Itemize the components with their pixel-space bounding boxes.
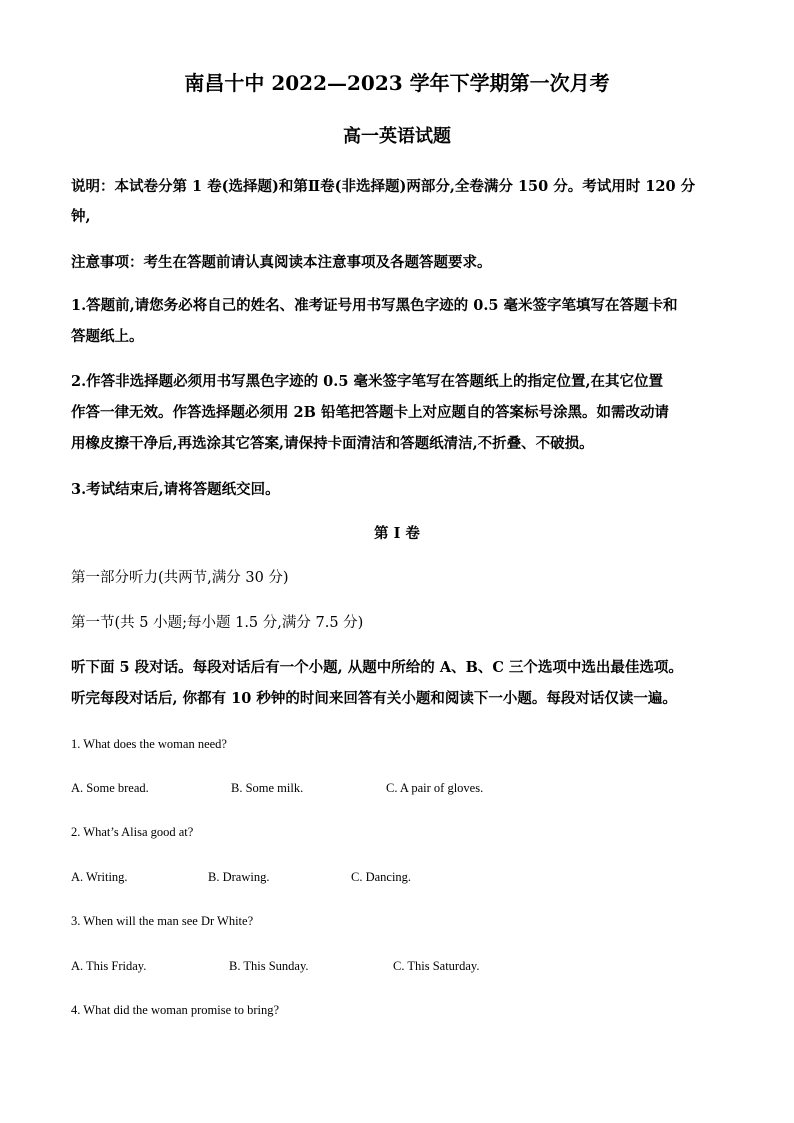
- question-4-stem: 4. What did the woman promise to bring?: [71, 1003, 280, 1017]
- directions-line-2: 听完每段对话后, 你都有 10 秒钟的时间来回答有关小题和阅读下一小题。每段对话仅读一遍。: [71, 690, 677, 707]
- item2-line-1: 2.作答非选择题必须用书写黑色字迹的 0.5 毫米签字笔写在答题纸上的指定位置,在其它位置: [71, 373, 664, 390]
- intro-line-2: 钟,: [71, 208, 91, 225]
- item2-line-2: 作答一律无效。作答选择题必须用 2B 铅笔把答题卡上对应题自的答案标号涂黑。如需改动请: [71, 404, 669, 421]
- directions-line-1: 听下面 5 段对话。每段对话后有一个小题, 从题中所给的 A、B、C 三个选项中选出最佳选项。: [71, 659, 683, 676]
- intro-line-1: 说明：本试卷分第 1 卷(选择题)和第Ⅱ卷(非选择题)两部分,全卷满分 150 分。考试用时 120 分: [71, 178, 696, 195]
- question-2-option-a: A. Writing.: [71, 870, 128, 884]
- question-2-option-c: C. Dancing.: [351, 870, 412, 884]
- volume-heading: 第 I 卷: [374, 525, 420, 542]
- item1-line-2: 答题纸上。: [71, 328, 144, 345]
- exam-subtitle: 高一英语试题: [343, 126, 451, 147]
- part1-title: 第一部分听力(共两节,满分 30 分): [71, 570, 289, 586]
- exam-title: 南昌十中 2022—2023 学年下学期第一次月考: [184, 71, 610, 95]
- question-3-option-a: A. This Friday.: [71, 959, 147, 973]
- question-1-option-c: C. A pair of gloves.: [386, 781, 484, 795]
- question-1-stem: 1. What does the woman need?: [71, 737, 227, 751]
- item1-line-1: 1.答题前,请您务必将自己的姓名、准考证号用书写黑色字迹的 0.5 毫米签字笔填写在答题卡和: [71, 297, 678, 314]
- item2-line-3: 用橡皮擦干净后,再选涂其它答案,请保持卡面清洁和答题纸清洁,不折叠、不破损。: [71, 435, 594, 452]
- question-2-option-b: B. Drawing.: [208, 870, 270, 884]
- question-1-option-a: A. Some bread.: [71, 781, 149, 795]
- section1-title: 第一节(共 5 小题;每小题 1.5 分,满分 7.5 分): [71, 615, 364, 631]
- question-3-option-b: B. This Sunday.: [229, 959, 309, 973]
- notice-line: 注意事项：考生在答题前请认真阅读本注意事项及各题答题要求。: [71, 254, 492, 271]
- question-3-stem: 3. When will the man see Dr White?: [71, 914, 254, 928]
- question-3-option-c: C. This Saturday.: [393, 959, 480, 973]
- question-1-option-b: B. Some milk.: [231, 781, 304, 795]
- item3-line: 3.考试结束后,请将答题纸交回。: [71, 481, 280, 498]
- question-2-stem: 2. What’s Alisa good at?: [71, 825, 194, 839]
